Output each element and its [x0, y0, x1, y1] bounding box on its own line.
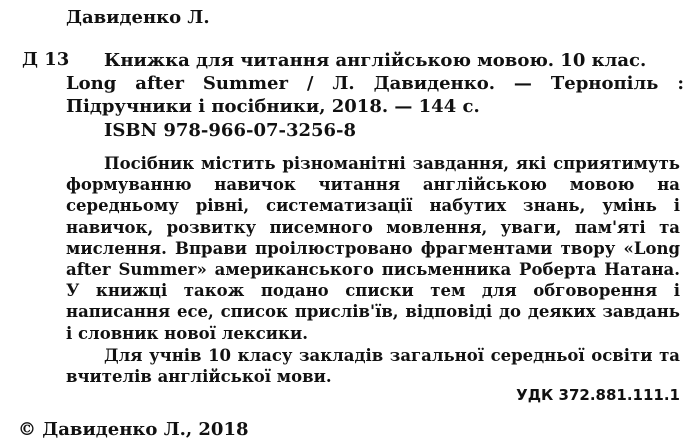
udc-code: УДК 372.881.111.1: [516, 386, 680, 404]
bibliographic-details: Long after Summer / Л. Давиденко. — Тернопіль : Підручники і посібники, 2018. — 144 с.: [66, 73, 684, 117]
annotation-paragraph: Посібник містить різноманітні завдання, які сприятимуть формуванню навичок читання англійською мовою на середньому рівні, систематизації набутих знань, умінь і навичок, розвитку писемного мовлення, уваги, пам'яті та мислення. Вправи проілюстровано фрагментами твору «Long after Summer» американського письменника Роберта Натана. У книжці також подано списки тем для обговорення і написання есе, список прислів'їв, відповіді до деяких завдань і словник нової лексики.: [66, 154, 680, 343]
audience-paragraph: Для учнів 10 класу закладів загальної середньої освіти та вчителів англійської мови.: [66, 346, 680, 387]
author-heading: Давиденко Л.: [66, 7, 210, 28]
bibliographic-title-line: Книжка для читання англійською мовою. 10 клас.: [104, 50, 647, 71]
copyright-notice: © Давиденко Л., 2018: [18, 419, 249, 440]
catalog-code: Д 13: [22, 49, 70, 70]
bibliographic-entry: [66, 49, 684, 118]
isbn-number: ISBN 978-966-07-3256-8: [104, 120, 357, 141]
